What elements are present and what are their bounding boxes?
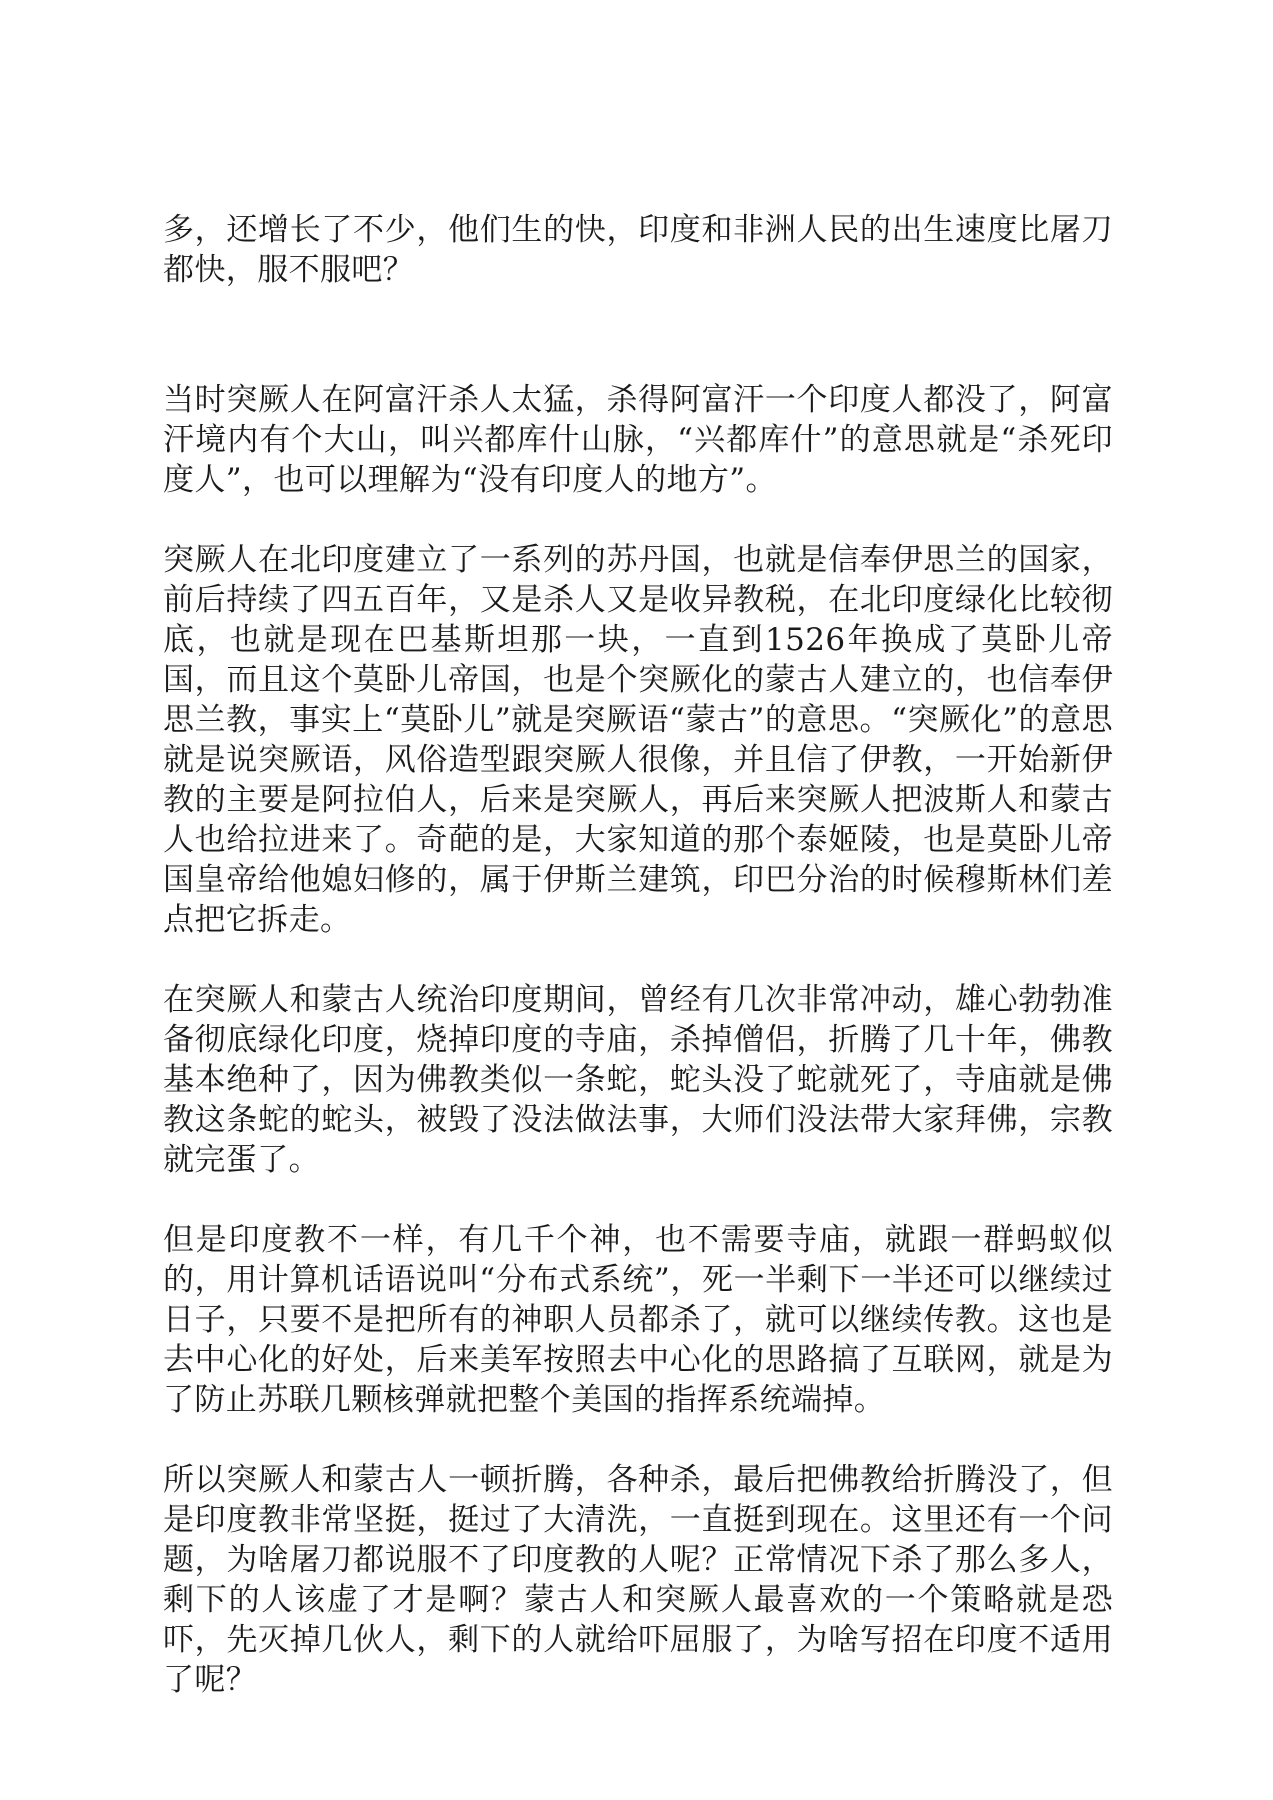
paragraph-2: 当时突厥人在阿富汗杀人太猛，杀得阿富汗一个印度人都没了，阿富汗境内有个大山，叫兴都库什山脉，“兴都库什”的意思就是“杀死印度人”，也可以理解为“没有印度人的地方”。 xyxy=(163,382,1113,498)
paragraph-spacer xyxy=(163,500,1113,540)
document-body xyxy=(163,210,1113,1700)
paragraph-3: 突厥人在北印度建立了一系列的苏丹国，也就是信奉伊思兰的国家，前后持续了四五百年，又是杀人又是收异教税，在北印度绿化比较彻底，也就是现在巴基斯坦那一块，一直到1526年换成了莫卧儿帝国，而且这个莫卧儿帝国，也是个突厥化的蒙古人建立的，也信奉伊思兰教，事实上“莫卧儿”就是突厥语“蒙古”的意思。“突厥化”的意思就是说突厥语，风俗造型跟突厥人很像，并且信了伊教，一开始新伊教的主要是阿拉伯人，后来是突厥人，再后来突厥人把波斯人和蒙古人也给拉进来了。奇葩的是，大家知道的那个泰姬陵，也是莫卧儿帝国皇帝给他媳妇修的，属于伊斯兰建筑，印巴分治的时候穆斯林们差点把它拆走。 xyxy=(163,542,1113,938)
paragraph-spacer xyxy=(163,1420,1113,1460)
paragraph-6: 所以突厥人和蒙古人一顿折腾，各种杀，最后把佛教给折腾没了，但是印度教非常坚挺，挺过了大清洗，一直挺到现在。这里还有一个问题，为啥屠刀都说服不了印度教的人呢？正常情况下杀了那么多人，剩下的人该虚了才是啊？蒙古人和突厥人最喜欢的一个策略就是恐吓，先灭掉几伙人，剩下的人就给吓屈服了，为啥写招在印度不适用了呢？ xyxy=(163,1462,1113,1698)
paragraph-spacer xyxy=(163,1180,1113,1220)
paragraph-4: 在突厥人和蒙古人统治印度期间，曾经有几次非常冲动，雄心勃勃准备彻底绿化印度，烧掉印度的寺庙，杀掉僧侣，折腾了几十年，佛教基本绝种了，因为佛教类似一条蛇，蛇头没了蛇就死了，寺庙就是佛教这条蛇的蛇头，被毁了没法做法事，大师们没法带大家拜佛，宗教就完蛋了。 xyxy=(163,982,1113,1178)
paragraph-5: 但是印度教不一样，有几千个神，也不需要寺庙，就跟一群蚂蚁似的，用计算机话语说叫“分布式系统”，死一半剩下一半还可以继续过日子，只要不是把所有的神职人员都杀了，就可以继续传教。这也是去中心化的好处，后来美军按照去中心化的思路搞了互联网，就是为了防止苏联几颗核弹就把整个美国的指挥系统端掉。 xyxy=(163,1222,1113,1418)
paragraph-spacer xyxy=(163,290,1113,380)
paragraph-spacer xyxy=(163,940,1113,980)
paragraph-1: 多，还增长了不少，他们生的快，印度和非洲人民的出生速度比屠刀都快，服不服吧？ xyxy=(163,212,1113,288)
